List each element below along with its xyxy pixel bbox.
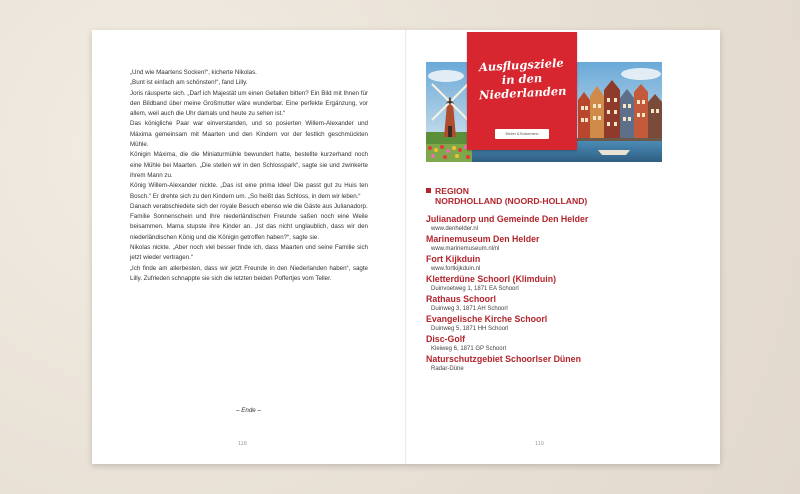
list-item [426,334,696,354]
bullet-square-icon [426,188,431,193]
destination-list [426,214,696,374]
destination-title: Naturschutzgebiet Schoorlser Dünen [426,354,581,364]
destination-detail: Radar-Düne [431,366,464,372]
destination-title: Kletterdüne Schoorl (Klimduin) [426,274,556,284]
banner-title-line: Ausflugsziele [478,55,565,75]
destination-title: Rathaus Schoorl [426,294,496,304]
story-paragraph: „Und wie Maartens Socken!“, kicherte Nikolas. [130,69,257,76]
destination-detail: www.marinemuseum.nl/nl [431,246,500,252]
story-text [130,68,368,284]
destination-title: Marinemuseum Den Helder [426,234,540,244]
story-paragraph: Königin Máxima, die die Miniaturmühle bewundert hatte, bestellte kurzerhand noch eine Mühle bei Maarten. „Die stellen wir in den Schlosspark“, sagte sie und zwinkerte ihrem Mann zu. [130,151,368,179]
list-item [426,354,696,374]
destination-detail: www.fortkijkduin.nl [431,266,481,272]
destination-title: Evangelische Kirche Schoorl [426,314,548,324]
page-number-left: 118 [238,441,247,447]
tulip-field [426,144,472,162]
list-item [426,274,696,294]
list-item [426,234,696,254]
region-heading [426,186,686,206]
story-paragraph: Familie Sonnenschein und ihre niederländischen Freunde saßen noch eine Weile beisammen. Mama stupste ihre Kinder an. „Ist das nicht unglaublich, dass wir den niederländischen König und die Königin getroffen haben?“, sagte sie. [130,213,368,241]
book-spine [405,30,407,464]
banner-title [466,55,578,103]
ende-marker: – Ende – [236,407,261,414]
story-paragraph: „Ich finde am allerbesten, dass wir jetzt Freunde in den Niederlanden haben“, sagte Lilly. Zufrieden schnappte sie sich die letzten beiden Poffertjes vom Teller. [130,264,368,282]
destination-detail: Duinvoetweg 1, 1871 EA Schoorl [431,286,519,292]
story-paragraph: Das königliche Paar war einverstanden, und so posierten Willem-Alexander und Máxima gemeinsam mit Maarten und den Kindern vor der festlich geschmückten Mühle. [130,120,368,149]
destination-detail: www.denhelder.nl [431,226,479,232]
region-label: REGION [435,186,469,196]
story-paragraph: „Bunt ist einfach am schönsten!“, fand Lilly. [130,79,248,87]
story-paragraph: König Willem-Alexander nickte. „Das ist eine prima Idee! Die passt gut zu Huis ten Bosch.“ Er drehte sich zu den Kindern um. „So heißt das Schloss, in dem wir leben.“ [130,182,368,200]
banner-title-line: in den [501,70,543,88]
page-number-right: 119 [535,441,544,447]
open-book [92,30,720,464]
destination-title: Fort Kijkduin [426,254,481,264]
boat [598,150,630,155]
list-item [426,214,696,234]
list-item [426,294,696,314]
region-name: NORDHOLLAND (NOORD-HOLLAND) [435,196,588,206]
destination-title: Disc-Golf [426,334,466,344]
destination-detail: Duinweg 5, 1871 HH Schoorl [431,326,509,332]
story-paragraph: Joris räusperte sich. „Darf ich Majestät um einen Gefallen bitten? Ein Bild mit Ihnen für den Bildband über meine Großmutter wäre wunderbar. Eine perfekte Ergänzung, vor allem, weil auch die Uhr damals und heute zu sehen ist.“ [130,89,368,118]
list-item [426,314,696,334]
destination-detail: Duinweg 3, 1871 AH Schoorl [431,306,508,312]
list-item [426,254,696,274]
publisher-logo: Bieber & Butzemann [495,129,549,139]
story-paragraph: Nikolas nickte. „Aber noch viel besser finde ich, dass Maarten und seine Familie sich jetzt wieder vertragen.“ [130,244,368,262]
destination-detail: Kleiweg 6, 1871 GP Schoorl [431,346,506,352]
banner-title-line: Niederlanden [478,83,567,103]
destination-title: Julianadorp und Gemeinde Den Helder [426,214,589,224]
story-paragraph: Danach verabschiedete sich der royale Besuch ebenso wie die Gäste aus Julianadorp. [130,202,368,210]
title-banner [467,32,577,150]
